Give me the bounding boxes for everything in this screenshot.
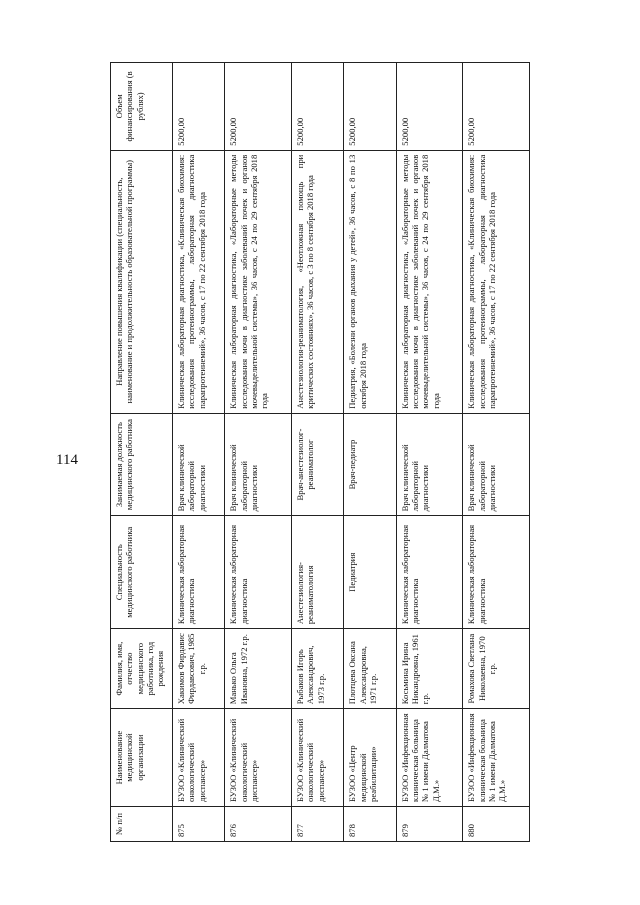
training-table bbox=[110, 62, 530, 842]
cell-post: Врач-педиатр bbox=[344, 413, 396, 516]
cell-num: 878 bbox=[344, 806, 396, 841]
cell-spec: Клиническая лабораторная диагностика bbox=[225, 516, 292, 629]
cell-post: Врач-анестезиолог-реаниматолог bbox=[291, 413, 343, 516]
cell-direction: Педиатрия, «Болезни органов дыхания у детей», 36 часов, с 8 по 13 октября 2018 года bbox=[344, 150, 396, 413]
cell-amount: 5200,00 bbox=[173, 63, 225, 151]
rotated-table-container bbox=[110, 62, 530, 842]
header-direction: Направление повышения квалификации (специальность, наименование и продолжительность образовательной программы) bbox=[111, 150, 173, 413]
cell-post: Врач клинической лабораторной диагностики bbox=[463, 413, 530, 516]
cell-spec: Педиатрия bbox=[344, 516, 396, 629]
cell-num: 880 bbox=[463, 806, 530, 841]
table-row bbox=[225, 63, 292, 842]
cell-org: БУЗОО «Центр медицинской реабилитации» bbox=[344, 709, 396, 807]
cell-spec: Клиническая лабораторная диагностика bbox=[396, 516, 463, 629]
table-row bbox=[344, 63, 396, 842]
cell-amount: 5200,00 bbox=[291, 63, 343, 151]
header-num: № п/п bbox=[111, 806, 173, 841]
cell-spec: Анестезиология-реаниматология bbox=[291, 516, 343, 629]
cell-direction: Клиническая лабораторная диагностика, «Лабораторные методы исследования мочи в диагностике заболеваний почек и органов мочевыделительной системы», 36 часов, с 24 по 29 сентября 2018 года bbox=[396, 150, 463, 413]
cell-post: Врач клинической лабораторной диагностики bbox=[225, 413, 292, 516]
cell-org: БУЗОО «Инфекционная клиническая больница № 1 имени Далматова Д.М.» bbox=[463, 709, 530, 807]
cell-direction: Клиническая лабораторная диагностика, «Клиническая биохимия: исследования протеинограммы, лабораторная диагностика парапротеинемий», 36 часов, с 17 по 22 сентября 2018 года bbox=[173, 150, 225, 413]
cell-org: БУЗОО «Клинический онкологический диспансер» bbox=[173, 709, 225, 807]
cell-num: 876 bbox=[225, 806, 292, 841]
table-row bbox=[291, 63, 343, 842]
cell-num: 875 bbox=[173, 806, 225, 841]
cell-post: Врач клинической лабораторной диагностики bbox=[396, 413, 463, 516]
header-amount: Объем финансирования (в рублях) bbox=[111, 63, 173, 151]
cell-org: БУЗОО «Клинический онкологический диспансер» bbox=[291, 709, 343, 807]
cell-amount: 5200,00 bbox=[463, 63, 530, 151]
header-fio: Фамилия, имя, отчество медицинского работника, год рождения bbox=[111, 629, 173, 709]
cell-post: Врач клинической лабораторной диагностики bbox=[173, 413, 225, 516]
cell-fio: Плотцева Оксана Александровна, 1971 г.р. bbox=[344, 629, 396, 709]
cell-spec: Клиническая лабораторная диагностика bbox=[173, 516, 225, 629]
header-org: Наименование медицинской организации bbox=[111, 709, 173, 807]
cell-fio: Рыбаков Игорь Александрович, 1973 г.р. bbox=[291, 629, 343, 709]
cell-amount: 5200,00 bbox=[396, 63, 463, 151]
cell-org: БУЗОО «Клинический онкологический диспансер» bbox=[225, 709, 292, 807]
cell-fio: Косьмина Ирина Никандровна, 1961 г.р. bbox=[396, 629, 463, 709]
cell-amount: 5200,00 bbox=[344, 63, 396, 151]
cell-direction: Клиническая лабораторная диагностика, «Клиническая биохимия: исследования протеинограммы, лабораторная диагностика парапротеинемий», 36 часов, с 17 по 22 сентября 2018 года bbox=[463, 150, 530, 413]
cell-direction: Анестезиология-реаниматология, «Неотложная помощь при критических состояниях», 36 часов, с 3 по 8 сентября 2018 года bbox=[291, 150, 343, 413]
cell-fio: Ромахова Светлана Николаевна, 1970 г.р. bbox=[463, 629, 530, 709]
table-row bbox=[396, 63, 463, 842]
cell-fio: Хакимов Фирдавис Фирдавсович, 1985 г.р. bbox=[173, 629, 225, 709]
cell-org: БУЗОО «Инфекционная клиническая больница № 1 имени Далматова Д.М.» bbox=[396, 709, 463, 807]
table-row bbox=[463, 63, 530, 842]
cell-spec: Клиническая лабораторная диагностика bbox=[463, 516, 530, 629]
table-header-row bbox=[111, 63, 173, 842]
header-post: Занимаемая должность медицинского работника bbox=[111, 413, 173, 516]
cell-fio: Манько Ольга Ивановна, 1972 г.р. bbox=[225, 629, 292, 709]
page-number: 114 bbox=[56, 452, 78, 468]
cell-num: 877 bbox=[291, 806, 343, 841]
table-row bbox=[173, 63, 225, 842]
header-spec: Специальность медицинского работника bbox=[111, 516, 173, 629]
cell-num: 879 bbox=[396, 806, 463, 841]
cell-direction: Клиническая лабораторная диагностика, «Лабораторные методы исследования мочи в диагностике заболеваний почек и органов мочевыделительной системы», 36 часов, с 24 по 29 сентября 2018 года bbox=[225, 150, 292, 413]
cell-amount: 5200,00 bbox=[225, 63, 292, 151]
